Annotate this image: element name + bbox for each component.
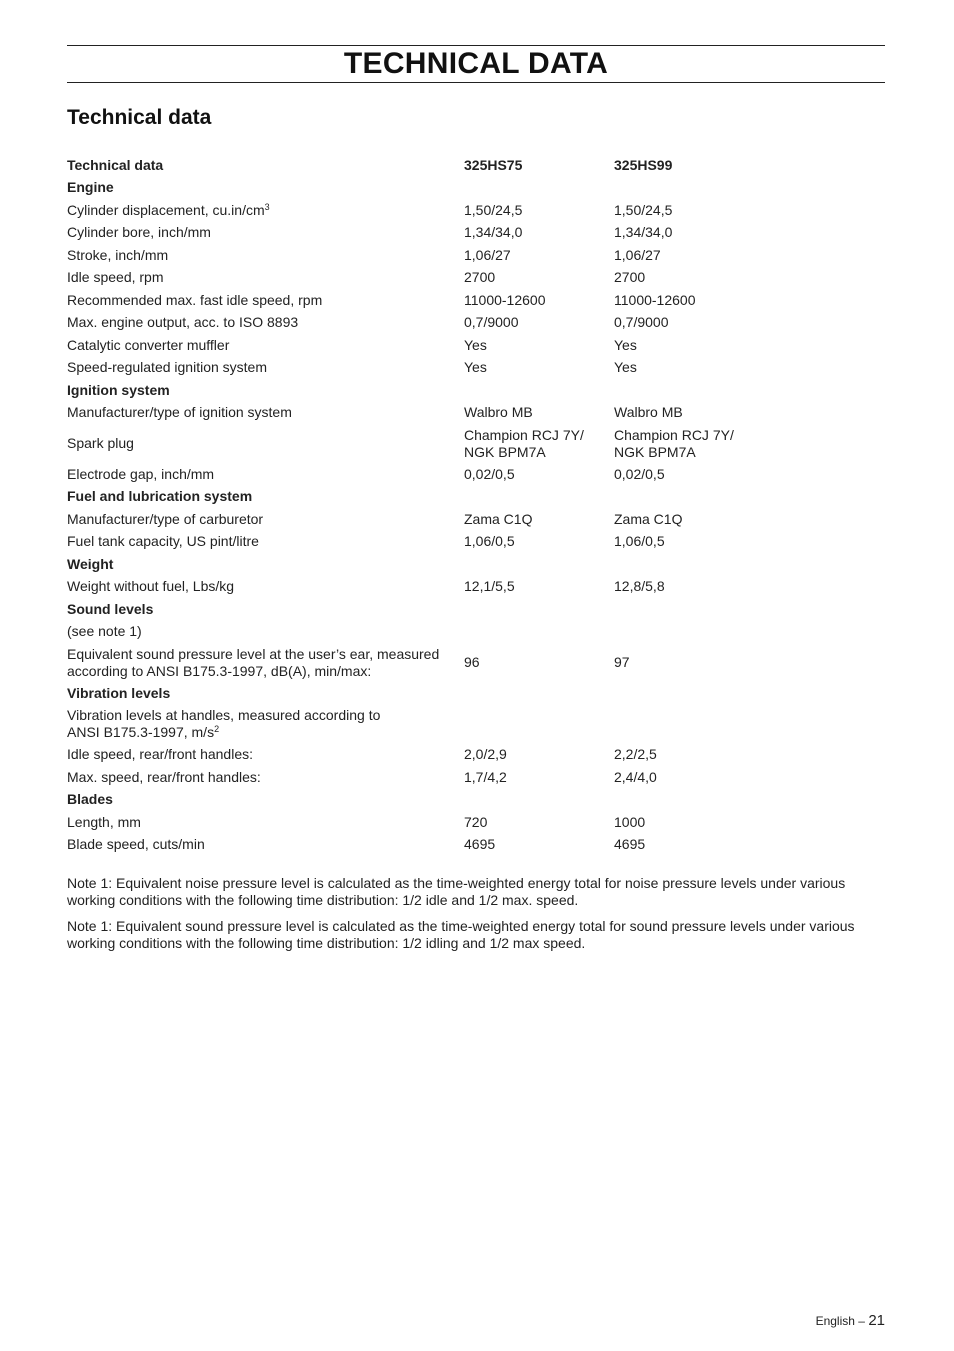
group-heading	[67, 177, 847, 200]
header-cell-label: Technical data	[67, 156, 164, 173]
group-heading-label: Blades	[67, 791, 113, 808]
group-heading-label: Fuel and lubrication system	[67, 488, 253, 505]
header-title: TECHNICAL DATA	[343, 47, 609, 80]
value-text: Yes	[614, 336, 637, 353]
group-heading-label: Vibration levels	[67, 684, 171, 701]
table-row	[67, 357, 847, 380]
value-text: Walbro MB	[614, 404, 683, 421]
note-1: Note 1: Equivalent noise pressure level is calculated as the time-weighted energy total for noise pressure levels under various working conditions with the following time distribution: 1/2 idle and 1/2 max. speed.	[67, 875, 846, 908]
group-heading	[67, 598, 847, 621]
table-row	[67, 199, 847, 222]
page-number: 21	[868, 1312, 885, 1329]
spec-label	[67, 531, 464, 554]
table-row	[67, 312, 847, 335]
spec-label-text: Manufacturer/type of ignition system	[67, 404, 292, 421]
value-325hs75	[464, 312, 614, 335]
value-325hs99	[614, 531, 847, 554]
value-325hs99	[614, 705, 847, 744]
footer-separator: –	[858, 1314, 865, 1328]
table-row	[67, 334, 847, 357]
spec-label	[67, 334, 464, 357]
value-text: 1,06/0,5	[614, 533, 665, 550]
value-text: Champion RCJ 7Y/	[614, 426, 734, 443]
spec-label-text: Vibration levels at handles, measured according to	[67, 707, 381, 723]
spec-label	[67, 705, 464, 744]
value-text: Walbro MB	[464, 404, 533, 421]
value-325hs99	[614, 424, 847, 463]
section-title: Technical data	[67, 106, 212, 129]
value-text: 4695	[614, 836, 646, 853]
group-heading	[67, 682, 847, 705]
spec-label-text: Cylinder displacement, cu.in/cm	[67, 201, 265, 218]
table-body	[67, 154, 847, 856]
spec-label	[67, 267, 464, 290]
table-row	[67, 463, 847, 486]
value-325hs99	[614, 402, 847, 425]
value-325hs75	[464, 811, 614, 834]
value-text: 11000-12600	[614, 291, 696, 308]
table-row	[67, 834, 847, 857]
value-325hs75	[464, 766, 614, 789]
value-325hs75	[464, 576, 614, 599]
value-325hs75	[464, 834, 614, 857]
group-heading	[67, 379, 847, 402]
value-text: Yes	[614, 359, 637, 376]
table-row	[67, 289, 847, 312]
value-text: 1,50/24,5	[464, 201, 523, 218]
value-text: 2700	[614, 269, 646, 286]
value-325hs99	[614, 267, 847, 290]
value-text: 1,50/24,5	[614, 201, 673, 218]
spec-label-text: Recommended max. fast idle speed, rpm	[67, 291, 323, 308]
value-325hs99	[614, 621, 847, 644]
spec-label	[67, 312, 464, 335]
value-325hs99	[614, 289, 847, 312]
group-heading-row	[67, 789, 847, 812]
group-heading	[67, 789, 847, 812]
value-text: 1,7/4,2	[464, 768, 507, 785]
group-heading-label: Weight	[67, 555, 114, 572]
table-header-row	[67, 154, 847, 177]
table-row	[67, 424, 847, 463]
table-row	[67, 244, 847, 267]
value-325hs75	[464, 267, 614, 290]
value-text: Yes	[464, 336, 487, 353]
spec-label	[67, 811, 464, 834]
value-text: 1000	[614, 813, 646, 830]
value-text: 720	[464, 813, 488, 830]
value-text: 96	[464, 654, 480, 670]
value-325hs75	[464, 334, 614, 357]
spec-label	[67, 643, 464, 682]
value-325hs99	[614, 508, 847, 531]
value-325hs75	[464, 289, 614, 312]
value-325hs99	[614, 199, 847, 222]
superscript: 3	[264, 201, 270, 212]
value-text: 2,4/4,0	[614, 768, 657, 785]
value-text: 1,06/27	[464, 246, 511, 263]
value-text: 12,8/5,8	[614, 578, 665, 595]
value-text: 12,1/5,5	[464, 578, 515, 595]
notes-section	[67, 875, 885, 961]
spec-label-text: Stroke, inch/mm	[67, 246, 169, 263]
spec-label-text: Equivalent sound pressure level at the user’s ear, measured	[67, 645, 440, 662]
spec-label-text: Cylinder bore, inch/mm	[67, 224, 211, 241]
value-325hs99	[614, 643, 847, 682]
group-heading-label: Ignition system	[67, 381, 170, 398]
group-heading-label: Engine	[67, 179, 114, 196]
technical-data-table	[67, 154, 847, 856]
spec-label-text: Blade speed, cuts/min	[67, 836, 205, 853]
note-2: Note 1: Equivalent sound pressure level is calculated as the time-weighted energy total for sound pressure levels under various working conditions with the following time distribution: 1/2 idling and 1/2 max speed.	[67, 918, 855, 951]
value-text: 1,06/0,5	[464, 533, 515, 550]
spec-label-text: Max. engine output, acc. to ISO 8893	[67, 314, 299, 331]
spec-label	[67, 244, 464, 267]
value-text-line2: NGK BPM7A	[464, 443, 546, 460]
value-325hs75	[464, 199, 614, 222]
value-text: Yes	[464, 359, 487, 376]
spec-label	[67, 766, 464, 789]
spec-label	[67, 289, 464, 312]
spec-label-text-line2: ANSI B175.3-1997, m/s	[67, 724, 215, 740]
spec-label-text-line2: according to ANSI B175.3-1997, dB(A), min/max:	[67, 662, 372, 679]
value-text: 0,7/9000	[464, 314, 519, 331]
value-325hs75	[464, 643, 614, 682]
table-row	[67, 744, 847, 767]
spec-label-text: Spark plug	[67, 435, 134, 451]
spec-label	[67, 357, 464, 380]
table-row	[67, 402, 847, 425]
value-325hs99	[614, 244, 847, 267]
value-325hs75	[464, 705, 614, 744]
spec-label	[67, 621, 464, 644]
value-325hs75	[464, 402, 614, 425]
value-text: Champion RCJ 7Y/	[464, 426, 584, 443]
table-row	[67, 222, 847, 245]
value-325hs75	[464, 531, 614, 554]
spec-label-text: (see note 1)	[67, 623, 142, 640]
group-heading-row	[67, 598, 847, 621]
value-325hs75	[464, 463, 614, 486]
value-text: Zama C1Q	[614, 510, 683, 527]
value-text-line2: NGK BPM7A	[614, 443, 696, 460]
spec-label	[67, 576, 464, 599]
value-text: 1,34/34,0	[614, 224, 673, 241]
table-row	[67, 766, 847, 789]
table-row	[67, 705, 847, 744]
value-text: 0,02/0,5	[464, 465, 515, 482]
table-row	[67, 576, 847, 599]
value-325hs99	[614, 834, 847, 857]
spec-label-text: Length, mm	[67, 813, 141, 830]
group-heading	[67, 553, 847, 576]
spec-label	[67, 402, 464, 425]
group-heading	[67, 486, 847, 509]
group-heading-row	[67, 177, 847, 200]
table-row	[67, 643, 847, 682]
spec-label-text: Speed-regulated ignition system	[67, 359, 268, 376]
group-heading-row	[67, 682, 847, 705]
spec-label	[67, 508, 464, 531]
value-text: Zama C1Q	[464, 510, 533, 527]
footer-language: English	[815, 1314, 855, 1328]
table-row	[67, 531, 847, 554]
spec-label-text: Idle speed, rpm	[67, 269, 164, 286]
value-325hs75	[464, 621, 614, 644]
header-cell-model-325hs99: 325HS99	[614, 156, 673, 173]
spec-label-text: Manufacturer/type of carburetor	[67, 510, 264, 527]
spec-label-text: Fuel tank capacity, US pint/litre	[67, 533, 259, 550]
value-325hs75	[464, 744, 614, 767]
page-header	[67, 45, 885, 83]
value-text: 97	[614, 654, 630, 670]
table-row	[67, 267, 847, 290]
value-325hs99	[614, 576, 847, 599]
spec-label	[67, 424, 464, 463]
group-heading-row	[67, 486, 847, 509]
value-325hs75	[464, 508, 614, 531]
value-325hs75	[464, 222, 614, 245]
value-text: 2,0/2,9	[464, 746, 507, 763]
value-325hs99	[614, 222, 847, 245]
value-325hs99	[614, 334, 847, 357]
table-row	[67, 508, 847, 531]
value-text: 4695	[464, 836, 496, 853]
value-text: 1,06/27	[614, 246, 661, 263]
spec-label-text: Catalytic converter muffler	[67, 336, 230, 353]
group-heading-row	[67, 379, 847, 402]
superscript: 2	[214, 724, 220, 734]
value-325hs99	[614, 811, 847, 834]
table-row	[67, 811, 847, 834]
spec-label	[67, 463, 464, 486]
group-heading-label: Sound levels	[67, 600, 154, 617]
header-cell-model-325hs75: 325HS75	[464, 156, 523, 173]
spec-label-text: Electrode gap, inch/mm	[67, 465, 215, 482]
value-text: 0,02/0,5	[614, 465, 665, 482]
value-text: 0,7/9000	[614, 314, 669, 331]
group-heading-row	[67, 553, 847, 576]
value-325hs75	[464, 424, 614, 463]
page-footer	[816, 1312, 885, 1329]
value-325hs75	[464, 357, 614, 380]
value-text: 2700	[464, 269, 496, 286]
value-325hs99	[614, 312, 847, 335]
value-325hs99	[614, 766, 847, 789]
spec-label-text: Max. speed, rear/front handles:	[67, 768, 261, 785]
spec-label	[67, 744, 464, 767]
spec-label	[67, 222, 464, 245]
value-text: 11000-12600	[464, 291, 546, 308]
table-row	[67, 621, 847, 644]
value-text: 2,2/2,5	[614, 746, 657, 763]
spec-label	[67, 834, 464, 857]
value-text: 1,34/34,0	[464, 224, 523, 241]
value-325hs99	[614, 357, 847, 380]
value-325hs99	[614, 744, 847, 767]
value-325hs99	[614, 463, 847, 486]
spec-label-text: Weight without fuel, Lbs/kg	[67, 578, 235, 595]
spec-label-text: Idle speed, rear/front handles:	[67, 746, 254, 763]
spec-label	[67, 199, 464, 222]
value-325hs75	[464, 244, 614, 267]
